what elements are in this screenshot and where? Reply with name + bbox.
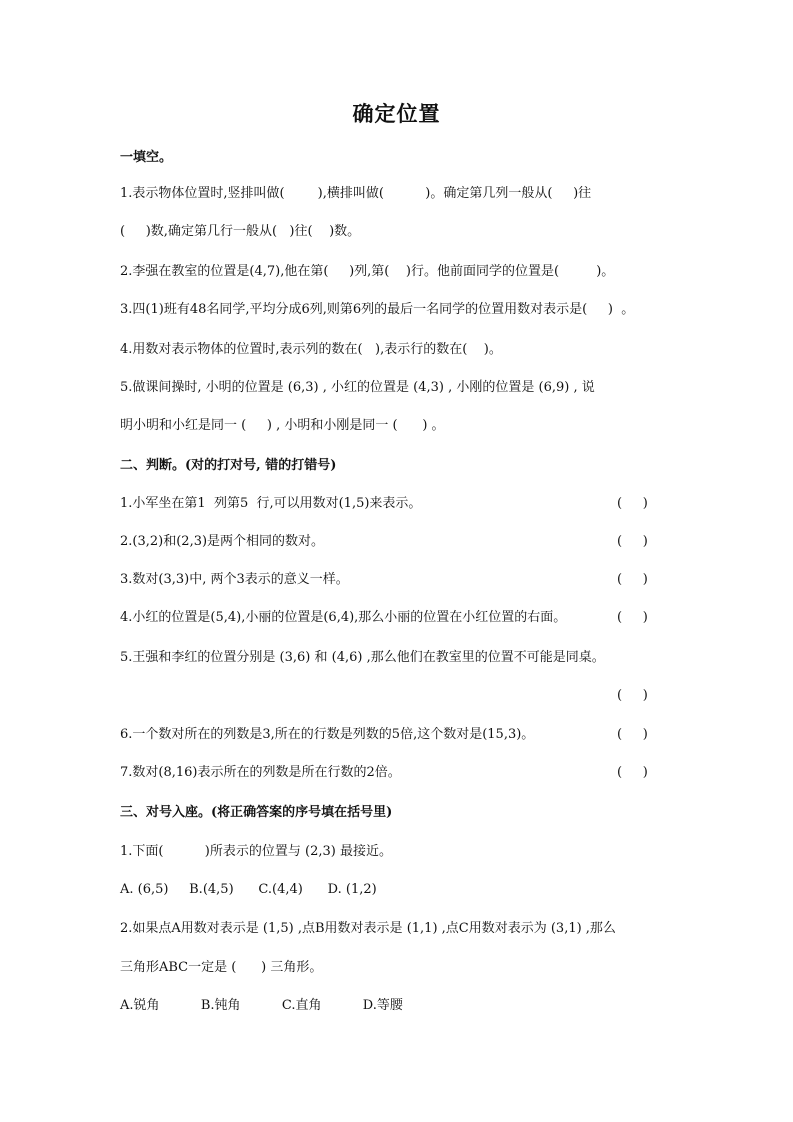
- section2-heading: 二、判断。(对的打对号, 错的打错号): [120, 458, 337, 473]
- answer-paren: ( ): [617, 610, 648, 625]
- page-title: 确定位置: [352, 101, 441, 126]
- judgement-item-7: 7.数对(8,16)表示所在的列数是所在行数的2倍。: [120, 765, 401, 780]
- section3-heading: 三、对号入座。(将正确答案的序号填在括号里): [120, 805, 393, 820]
- answer-paren: ( ): [617, 688, 648, 703]
- section1-line-1: 1.表示物体位置时,竖排叫做( ),横排叫做( )。确定第几列一般从( )往: [120, 186, 592, 201]
- judgement-item-2: 2.(3,2)和(2,3)是两个相同的数对。: [120, 534, 325, 549]
- section1-heading: 一填空。: [120, 150, 173, 165]
- judgement-item-4: 4.小红的位置是(5,4),小丽的位置是(6,4),那么小丽的位置在小红位置的右面。: [120, 610, 567, 625]
- section1-line-6: 5.做课间操时, 小明的位置是 (6,3) , 小红的位置是 (4,3) , 小刚的位置是 (6,9) , 说: [120, 380, 595, 395]
- answer-paren: ( ): [617, 534, 648, 549]
- section1-line-2: ( )数,确定第几行一般从( )往( )数。: [120, 224, 361, 239]
- choice-question-2: 2.如果点A用数对表示是 (1,5) ,点B用数对表示是 (1,1) ,点C用数对表示为 (3,1) ,那么: [120, 921, 616, 936]
- answer-paren: ( ): [617, 727, 648, 742]
- choice-options-1: A. (6,5) B.(4,5) C.(4,4) D. (1,2): [120, 882, 377, 897]
- section1-line-4: 3.四(1)班有48名同学,平均分成6列,则第6列的最后一名同学的位置用数对表示是( ) 。: [120, 302, 635, 317]
- answer-paren: ( ): [617, 572, 648, 587]
- judgement-item-3: 3.数对(3,3)中, 两个3表示的意义一样。: [120, 572, 349, 587]
- judgement-item-5: 5.王强和李红的位置分别是 (3,6) 和 (4,6) ,那么他们在教室里的位置不可能是同桌。: [120, 650, 605, 665]
- answer-paren: ( ): [617, 496, 648, 511]
- section1-line-7: 明小明和小红是同一 ( ) , 小明和小刚是同一 ( ) 。: [120, 418, 445, 433]
- section1-line-5: 4.用数对表示物体的位置时,表示列的数在( ),表示行的数在( )。: [120, 342, 502, 357]
- judgement-item-1: 1.小军坐在第1 列第5 行,可以用数对(1,5)来表示。: [120, 496, 422, 511]
- choice-options-2: A.锐角 B.钝角 C.直角 D.等腰: [120, 998, 403, 1013]
- choice-question-1: 1.下面( )所表示的位置与 (2,3) 最接近。: [120, 844, 392, 859]
- section1-line-3: 2.李强在教室的位置是(4,7),他在第( )列,第( )行。他前面同学的位置是( )。: [120, 264, 615, 279]
- choice-question-2-cont: 三角形ABC一定是 ( ) 三角形。: [120, 960, 323, 975]
- answer-paren: ( ): [617, 765, 648, 780]
- judgement-item-6: 6.一个数对所在的列数是3,所在的行数是列数的5倍,这个数对是(15,3)。: [120, 727, 535, 742]
